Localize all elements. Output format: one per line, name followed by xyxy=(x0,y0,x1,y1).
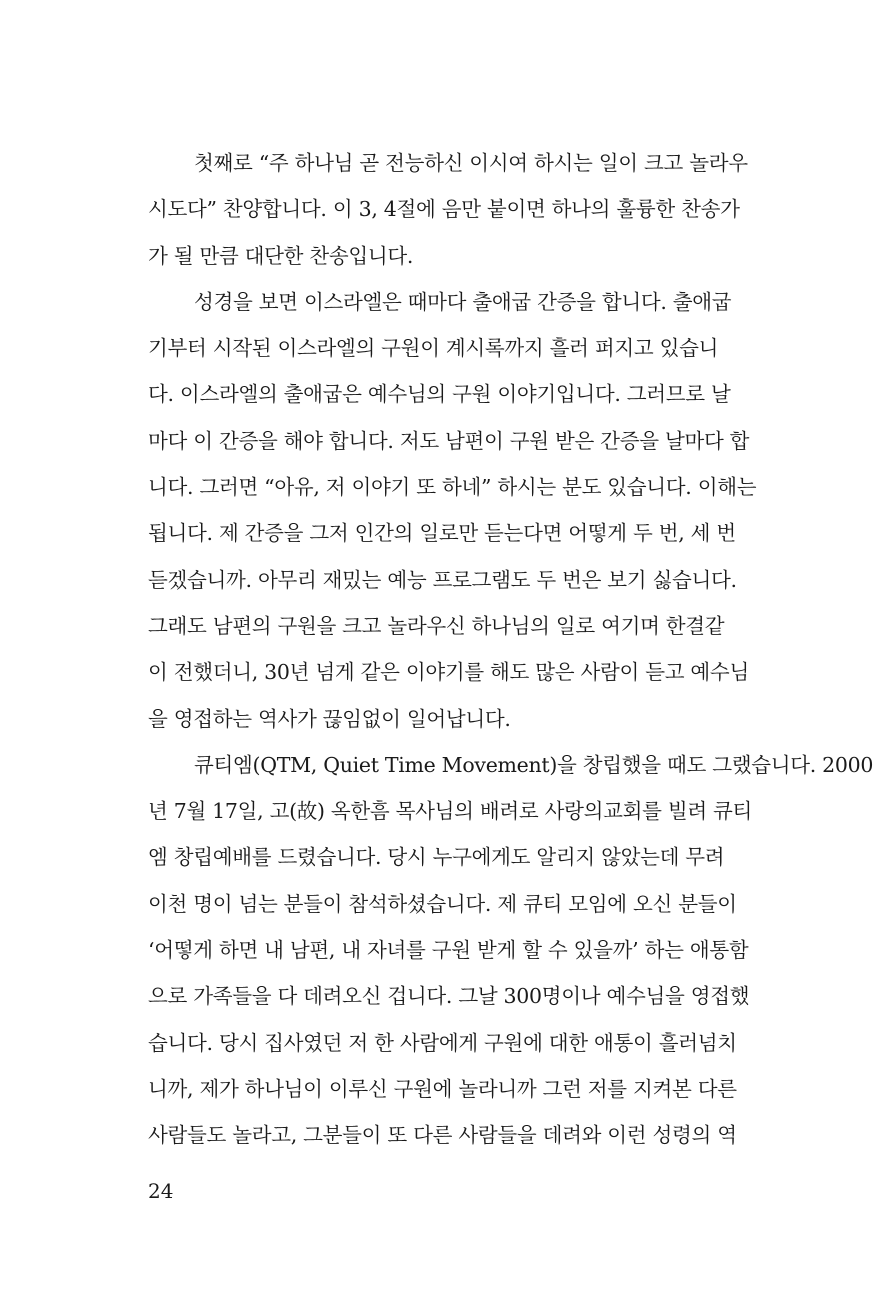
paragraph-1 xyxy=(148,140,748,279)
paragraph-2 xyxy=(148,279,757,742)
text-line: 니까, 제가 하나님이 이루신 구원에 놀라니까 그런 저를 지켜본 다른 xyxy=(148,1076,737,1101)
text-line: 년 7월 17일, 고(故) 옥한흠 목사님의 배려로 사랑의교회를 빌려 큐티 xyxy=(148,799,753,824)
text-line: 니다. 그러면 “아유, 저 이야기 또 하네” 하시는 분도 있습니다. 이해는 xyxy=(148,475,757,500)
text-line: 다. 이스라엘의 출애굽은 예수님의 구원 이야기입니다. 그러므로 날 xyxy=(148,382,731,407)
text-line: 을 영접하는 역사가 끊임없이 일어납니다. xyxy=(148,706,511,731)
text-line: 으로 가족들을 다 데려오신 겁니다. 그날 300명이나 예수님을 영접했 xyxy=(148,984,750,1009)
text-line: 첫째로 “주 하나님 곧 전능하신 이시여 하시는 일이 크고 놀라우 xyxy=(194,151,748,175)
page-number: 24 xyxy=(148,1179,174,1203)
text-line: 이 전했더니, 30년 넘게 같은 이야기를 해도 많은 사람이 듣고 예수님 xyxy=(148,660,749,685)
text-line: 사람들도 놀라고, 그분들이 또 다른 사람들을 데려와 이런 성령의 역 xyxy=(148,1123,737,1148)
text-line: 마다 이 간증을 해야 합니다. 저도 남편이 구원 받은 간증을 날마다 합 xyxy=(148,428,750,453)
text-line: 이천 명이 넘는 분들이 참석하셨습니다. 제 큐티 모임에 오신 분들이 xyxy=(148,891,737,916)
text-line: 듣겠습니까. 아무리 재밌는 예능 프로그램도 두 번은 보기 싫습니다. xyxy=(148,567,737,592)
page-body xyxy=(148,140,874,1159)
text-line: 그래도 남편의 구원을 크고 놀라우신 하나님의 일로 여기며 한결같 xyxy=(148,613,725,638)
text-line: 기부터 시작된 이스라엘의 구원이 계시록까지 흘러 퍼지고 있습니 xyxy=(148,336,719,361)
paragraph-3 xyxy=(148,742,874,1159)
text-line: 됩니다. 제 간증을 그저 인간의 일로만 듣는다면 어떻게 두 번, 세 번 xyxy=(148,521,736,546)
text-line: 엠 창립예배를 드렸습니다. 당시 누구에게도 알리지 않았는데 무려 xyxy=(148,845,725,870)
text-line: 가 될 만큼 대단한 찬송입니다. xyxy=(148,243,414,268)
text-line: 시도다” 찬양합니다. 이 3, 4절에 음만 붙이면 하나의 훌륭한 찬송가 xyxy=(148,197,740,222)
text-line: 성경을 보면 이스라엘은 때마다 출애굽 간증을 합니다. 출애굽 xyxy=(194,289,732,314)
text-line: 큐티엠(QTM, Quiet Time Movement)을 창립했을 때도 그랬습니다. 2000 xyxy=(194,752,874,777)
text-line: 습니다. 당시 집사였던 저 한 사람에게 구원에 대한 애통이 흘러넘치 xyxy=(148,1030,737,1055)
text-line: ‘어떻게 하면 내 남편, 내 자녀를 구원 받게 할 수 있을까’ 하는 애통함 xyxy=(148,938,749,963)
